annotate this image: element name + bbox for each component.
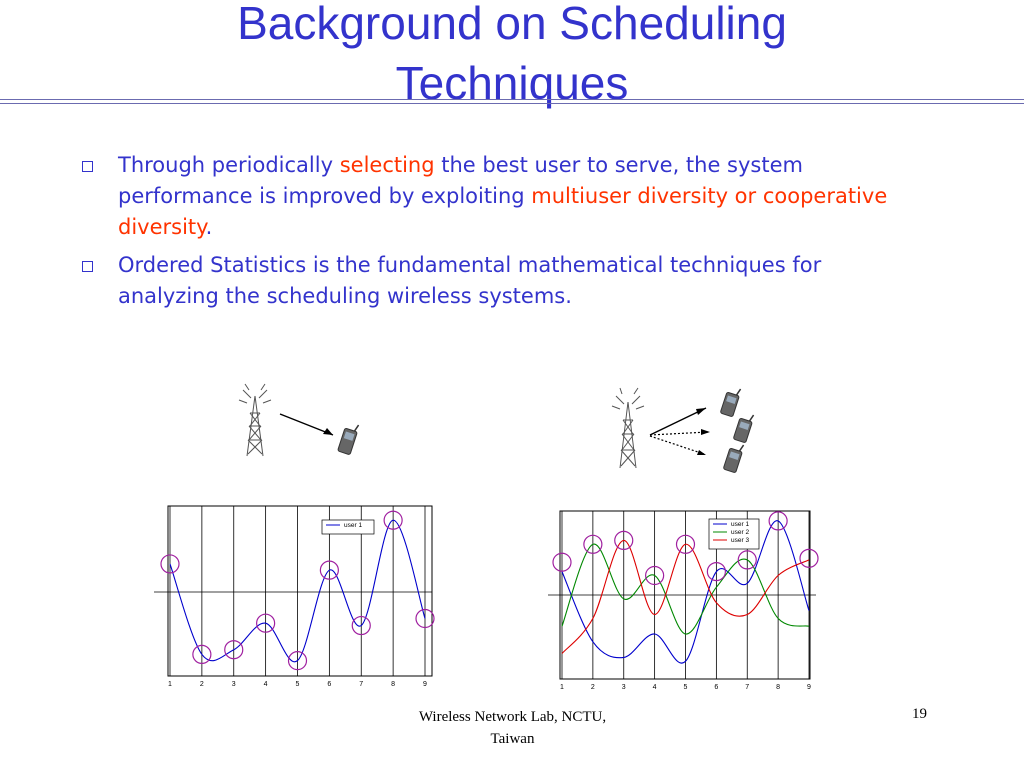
x-tick-label: 5 [683, 684, 688, 691]
x-tick-label: 8 [776, 684, 781, 691]
x-tick-label: 2 [199, 681, 204, 688]
bullet-1-highlight-selecting: selecting [339, 153, 435, 177]
title-line-1: Background on Scheduling [237, 0, 787, 49]
cell-tower-icon [612, 388, 644, 468]
x-tick-label: 4 [652, 684, 657, 691]
mobile-phone-icon [338, 421, 360, 455]
x-tick-label: 2 [590, 684, 595, 691]
x-tick-label: 8 [391, 681, 396, 688]
title-divider-top [0, 99, 1024, 100]
x-tick-label: 3 [231, 681, 236, 688]
mobile-phone-icon [723, 441, 744, 473]
x-tick-label: 7 [745, 684, 750, 691]
x-tick-label: 6 [327, 681, 332, 688]
bullet-box-icon [82, 261, 93, 272]
title-divider-bottom [0, 103, 1024, 104]
multi-user-chart [543, 505, 823, 695]
x-tick-label: 9 [807, 684, 811, 691]
legend-label: user 2 [731, 529, 750, 536]
bullet-1-highlight-diversity: multiuser diversity or cooperative diversity [118, 184, 888, 239]
single-user-chart [150, 500, 440, 695]
bullet-1-text-c: . [205, 215, 213, 239]
footer-line-2: Taiwan [490, 731, 535, 747]
title-line-2: Techniques [395, 57, 629, 109]
plot-frame [168, 506, 432, 676]
x-tick-label: 1 [560, 684, 564, 691]
x-tick-label: 9 [423, 681, 427, 688]
bullet-2-text: Ordered Statistics is the fundamental mathematical techniques for analyzing the scheduling wireless systems. [118, 253, 822, 308]
legend-label: user 3 [731, 537, 750, 544]
bullet-box-icon [82, 161, 93, 172]
mobile-phone-icon [733, 411, 754, 443]
single-user-diagram [225, 378, 385, 468]
mobile-phone-icon [720, 385, 741, 417]
bullet-1-text-b: the best user to serve, the system performance is improved by exploiting [118, 153, 803, 208]
bullet-item-2 [80, 250, 900, 312]
page-number: 19 [912, 706, 927, 722]
multi-user-diagram [600, 380, 770, 480]
footer-line-1: Wireless Network Lab, NCTU, [418, 709, 607, 725]
bullet-item-1 [80, 150, 900, 243]
x-tick-label: 1 [168, 681, 172, 688]
bullet-1-text-a: Through periodically [118, 153, 340, 177]
legend-label: user 1 [731, 521, 750, 528]
bullet-list [80, 150, 900, 319]
footer [380, 706, 645, 750]
x-tick-label: 3 [621, 684, 626, 691]
legend-label: user 1 [344, 522, 363, 529]
cell-tower-icon [239, 384, 271, 456]
x-tick-label: 5 [295, 681, 300, 688]
x-tick-label: 6 [714, 684, 719, 691]
x-tick-label: 4 [263, 681, 268, 688]
x-tick-label: 7 [359, 681, 364, 688]
